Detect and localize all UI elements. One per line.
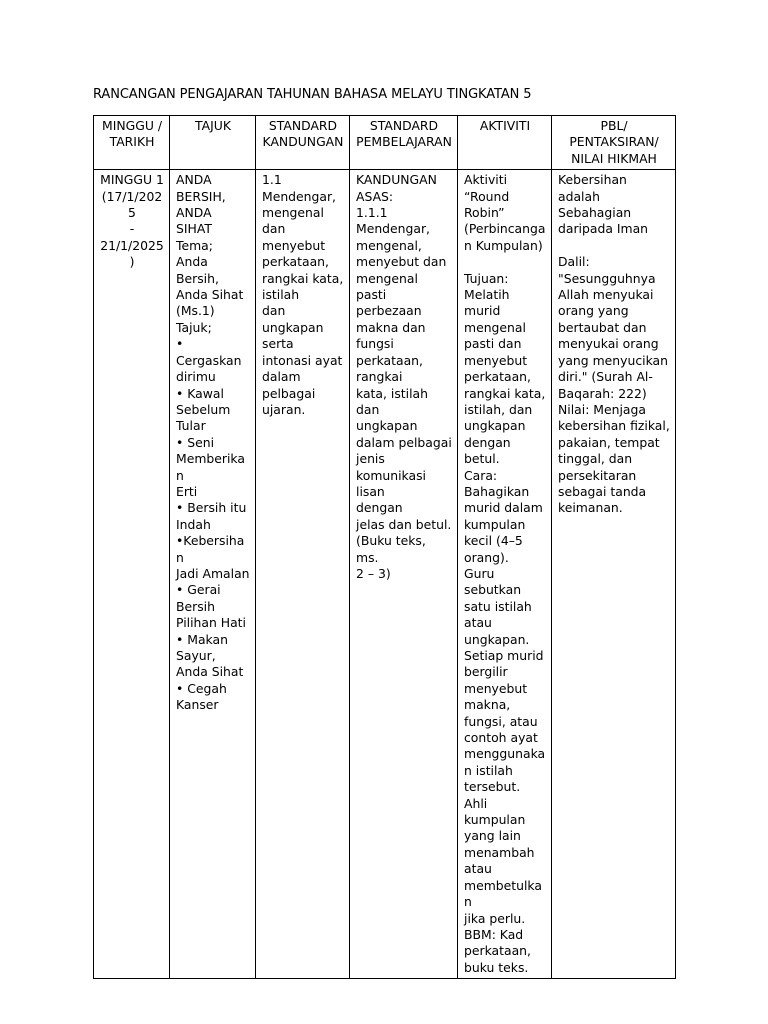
cell-line: intonasi ayat [262,352,343,368]
cell-line: menyebut [464,352,528,368]
cell-line: Indah [176,516,211,532]
cell-line: • Bersih itu [176,500,247,516]
cell-line: Mendengar, [262,188,336,204]
cell-line: serta [262,336,294,352]
cell-line: mengenal [262,205,324,221]
cell-line: Bersih, [176,270,219,286]
cell-line: Bersih [176,598,215,614]
cell-line: perkataan, [262,254,329,270]
cell-line: kumpulan [464,516,526,532]
cell-line: ujaran. [262,401,306,417]
cell-line: n [176,467,184,483]
cell-line: NILAI HIKMAH [571,150,657,166]
cell-pbl [552,170,676,979]
cell-line: Melatih [464,287,510,303]
header-content-standard [256,116,350,170]
cell-line: Setiap murid [464,648,544,663]
cell-line: rangkai [356,369,403,385]
cell-line: Aktiviti [464,172,508,188]
cell-line: dan [262,303,286,319]
cell-learning-standard [350,170,458,979]
cell-line: perkataan, [464,369,531,385]
cell-line: Robin” [464,205,505,221]
header-activity [458,116,552,170]
cell-line: Anda Sihat [176,664,244,680]
cell-line: (Buku teks, ms. [356,533,430,565]
cell-line: Sayur, [176,648,216,663]
table-row [94,170,676,979]
cell-line: mengenal, [356,237,422,253]
cell-line: menambah [464,844,535,860]
document-title: RANCANGAN PENGAJARAN TAHUNAN BAHASA MELAYU TINGKATAN 5 [93,87,532,102]
cell-line: atau [464,615,492,631]
cell-line: perkataan, [464,943,531,959]
cell-line: "Sesungguhnya [558,270,656,286]
cell-line: Anda Sihat [176,287,244,303]
cell-line: ANDA SIHAT [176,205,216,237]
cell-line: sebutkan [464,582,522,598]
cell-line: ASAS: [356,188,394,204]
cell-line: buku teks. [464,959,529,975]
cell-line: membetulkan [464,877,542,910]
cell-line: Sebahagian [558,205,632,221]
cell-line: •Kebersihan [176,533,245,565]
cell-line: dirimu [176,369,216,385]
cell-line: ungkapan [262,319,324,335]
cell-line: Tujuan: [464,270,509,286]
cell-line: Ahli [464,795,488,811]
cell-line: rangkai kata, [262,270,344,286]
cell-line: Tema; [176,237,213,253]
cell-line: menyukai orang [558,336,659,352]
cell-content-standard [256,170,350,979]
cell-line: “Round [464,188,510,204]
cell-line: pelbagai [262,385,316,401]
cell-line: sebagai tanda [558,483,647,499]
cell-line: 1.1 [262,172,282,188]
cell-line: Baqarah: 222) [558,385,647,401]
cell-line: STANDARD [268,118,338,133]
cell-line: Jadi Amalan [176,565,250,581]
cell-line: • Seni [176,434,215,450]
cell-topic [170,170,256,979]
cell-line: n istilah [464,762,513,778]
cell-line: tersebut. [464,779,521,795]
cell-line: fungsi, atau [464,713,538,729]
cell-line: Nilai: Menjaga [558,401,646,417]
cell-line: daripada Iman [558,221,649,237]
cell-line [464,254,546,270]
cell-line: Tajuk; [176,319,212,335]
cell-line: n Kumpulan) [464,237,543,253]
cell-line: kecil (4–5 [464,533,523,549]
cell-line: menyebut dan [356,254,447,270]
cell-line: jenis [356,451,385,467]
cell-line: contoh ayat [464,730,538,746]
cell-line: ungkapan. [464,631,530,647]
cell-line: keimanan. [558,500,623,516]
cell-line: tinggal, dan [558,451,633,467]
cell-line: fungsi [356,336,394,352]
cell-line: dan [262,221,286,237]
cell-line: Pilihan Hati [176,615,246,631]
cell-line: ungkapan [356,418,418,434]
header-topic [170,116,256,170]
cell-line: dengan [356,500,403,516]
cell-line: rangkai kata, [464,385,546,401]
cell-line: PBL/ [600,118,628,133]
cell-line: kebersihan fizikal, [558,418,670,434]
cell-line: yang menyucikan [558,352,668,368]
lesson-plan-table [93,115,676,979]
cell-line: dalam pelbagai [356,434,452,450]
cell-line: Tular [176,418,206,434]
cell-line: MINGGU / [102,118,162,133]
cell-line: pasti dan [464,336,522,352]
cell-line: satu istilah [464,598,532,614]
cell-line: • Kawal [176,385,224,401]
cell-line: • Makan [176,631,228,647]
cell-line: • Gerai [176,582,221,598]
cell-line: • Cergaskan [176,336,242,368]
cell-line: mengenal [356,270,418,286]
header-learning-standard [350,116,458,170]
cell-line: TARIKH [109,134,155,150]
cell-line: istilah, dan [464,401,533,417]
cell-week [94,170,170,979]
cell-line: KANDUNGAN [356,172,437,188]
cell-line: perkataan, [356,352,423,368]
cell-line: Guru [464,565,495,581]
table-header-row [94,116,676,170]
cell-line: kumpulan [464,812,526,828]
cell-line: • Cegah [176,680,227,696]
cell-line: bergilir [464,664,508,680]
cell-line: Allah menyukai [558,287,654,303]
cell-line: istilah [262,287,300,303]
cell-line: menyebut [262,237,326,253]
cell-line: murid [464,303,501,319]
cell-line: kata, istilah dan [356,385,432,417]
cell-line: ungkapan [464,418,526,434]
cell-line: yang lain [464,828,521,844]
cell-line [558,238,670,254]
cell-line: menggunaka [464,746,546,762]
cell-line: Dalil: [558,254,590,270]
cell-line: TAJUK [195,118,231,133]
cell-line: pasti perbezaan [356,287,422,319]
cell-line: jelas dan betul. [356,516,452,532]
cell-line: Memberika [176,451,245,467]
cell-line: pakaian, tempat [558,434,660,450]
header-week [94,116,170,170]
cell-line: jika perlu. [464,910,526,926]
cell-line: diri." (Surah Al- [558,369,653,385]
cell-line: KANDUNGAN [262,134,344,150]
cell-line: makna dan [356,319,426,335]
cell-line: dengan betul. [464,434,515,467]
cell-line: bertaubat dan [558,319,647,335]
cell-line: komunikasi lisan [356,467,430,499]
cell-line: 2 – 3) [356,565,391,581]
cell-line: - [129,221,135,237]
cell-line: (17/1/2025 [101,188,163,221]
cell-line: persekitaran [558,467,637,483]
cell-line: mengenal [464,319,526,335]
cell-line: PENTAKSIRAN/ [569,134,659,150]
cell-line: (Perbincanga [464,221,546,237]
cell-line: Mendengar, [356,221,430,237]
cell-line: atau [464,861,492,877]
cell-line: MINGGU 1 [100,172,164,188]
cell-line: 1.1.1 [356,205,388,221]
cell-line: Bahagikan [464,483,530,499]
cell-activity [458,170,552,979]
cell-line: Erti [176,483,198,499]
cell-line: Anda [176,254,208,270]
header-pbl [552,116,676,170]
cell-line: menyebut [464,680,528,696]
cell-line: (Ms.1) [176,303,215,319]
cell-line: orang yang [558,303,629,319]
cell-line: 21/1/2025) [100,237,164,270]
cell-line: AKTIVITI [479,118,531,133]
cell-line: makna, [464,697,511,713]
cell-line: Cara: [464,467,498,483]
cell-line: STANDARD [369,118,439,133]
cell-line: murid dalam [464,500,543,516]
cell-line: Kanser [176,697,219,713]
cell-line: orang). [464,549,509,565]
cell-line: BERSIH, [176,188,226,204]
cell-line: BBM: Kad [464,926,524,942]
cell-line: Kebersihan adalah [558,172,631,204]
cell-line: PEMBELAJARAN [356,134,452,150]
cell-line: ANDA [176,172,212,188]
cell-line: dalam [262,369,301,385]
cell-line: Sebelum [176,401,231,417]
